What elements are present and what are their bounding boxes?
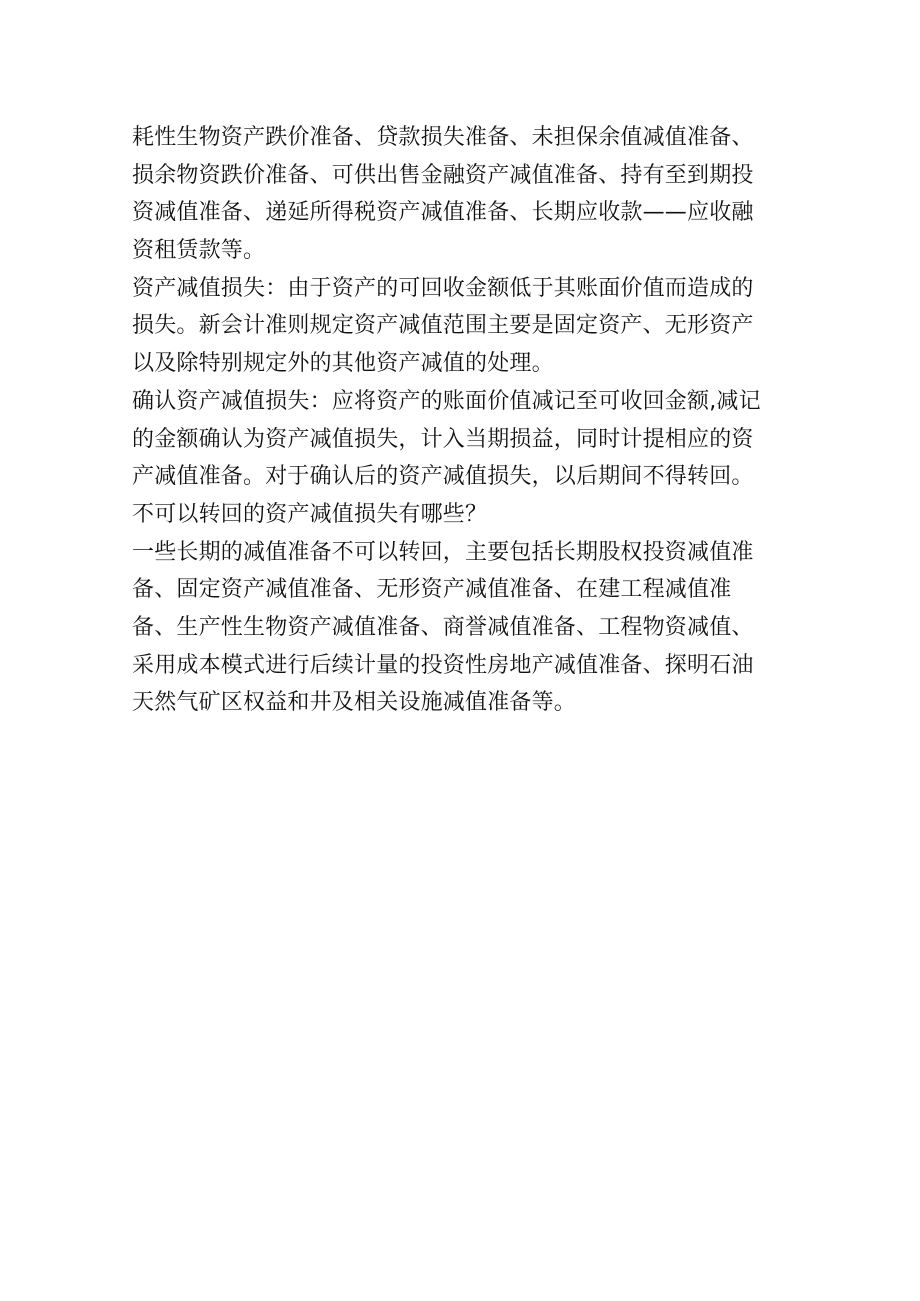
- text-line: 一些长期的减值准备不可以转回，主要包括长期股权投资减值准: [132, 539, 754, 565]
- text-line: 确认资产减值损失：应将资产的账面价值减记至可收回金额,减记: [132, 388, 761, 414]
- text-line: 采用成本模式进行后续计量的投资性房地产减值准备、探明石油: [132, 652, 754, 678]
- text-line: 以及除特别规定外的其他资产减值的处理。: [132, 351, 554, 377]
- document-body: [132, 119, 792, 722]
- text-line: 资租赁款等。: [132, 238, 266, 264]
- text-line: 损余物资跌价准备、可供出售金融资产减值准备、持有至到期投: [132, 162, 754, 188]
- text-line: 不可以转回的资产减值损失有哪些？: [132, 501, 488, 527]
- text-line: 损失。新会计准则规定资产减值范围主要是固定资产、无形资产: [132, 313, 754, 339]
- text-line: 产减值准备。对于确认后的资产减值损失，以后期间不得转回。: [132, 464, 754, 490]
- text-line: 资减值准备、递延所得税资产减值准备、长期应收款——应收融: [132, 200, 754, 226]
- text-line: 资产减值损失：由于资产的可回收金额低于其账面价值而造成的: [132, 275, 754, 301]
- text-line: 天然气矿区权益和井及相关设施减值准备等。: [132, 690, 577, 716]
- text-line: 耗性生物资产跌价准备、贷款损失准备、未担保余值减值准备、: [132, 125, 754, 150]
- text-line: 的金额确认为资产减值损失，计入当期损益，同时计提相应的资: [132, 426, 754, 452]
- text-line: 备、固定资产减值准备、无形资产减值准备、在建工程减值准: [132, 577, 732, 603]
- text-line: 备、生产性生物资产减值准备、商誉减值准备、工程物资减值、: [132, 614, 754, 640]
